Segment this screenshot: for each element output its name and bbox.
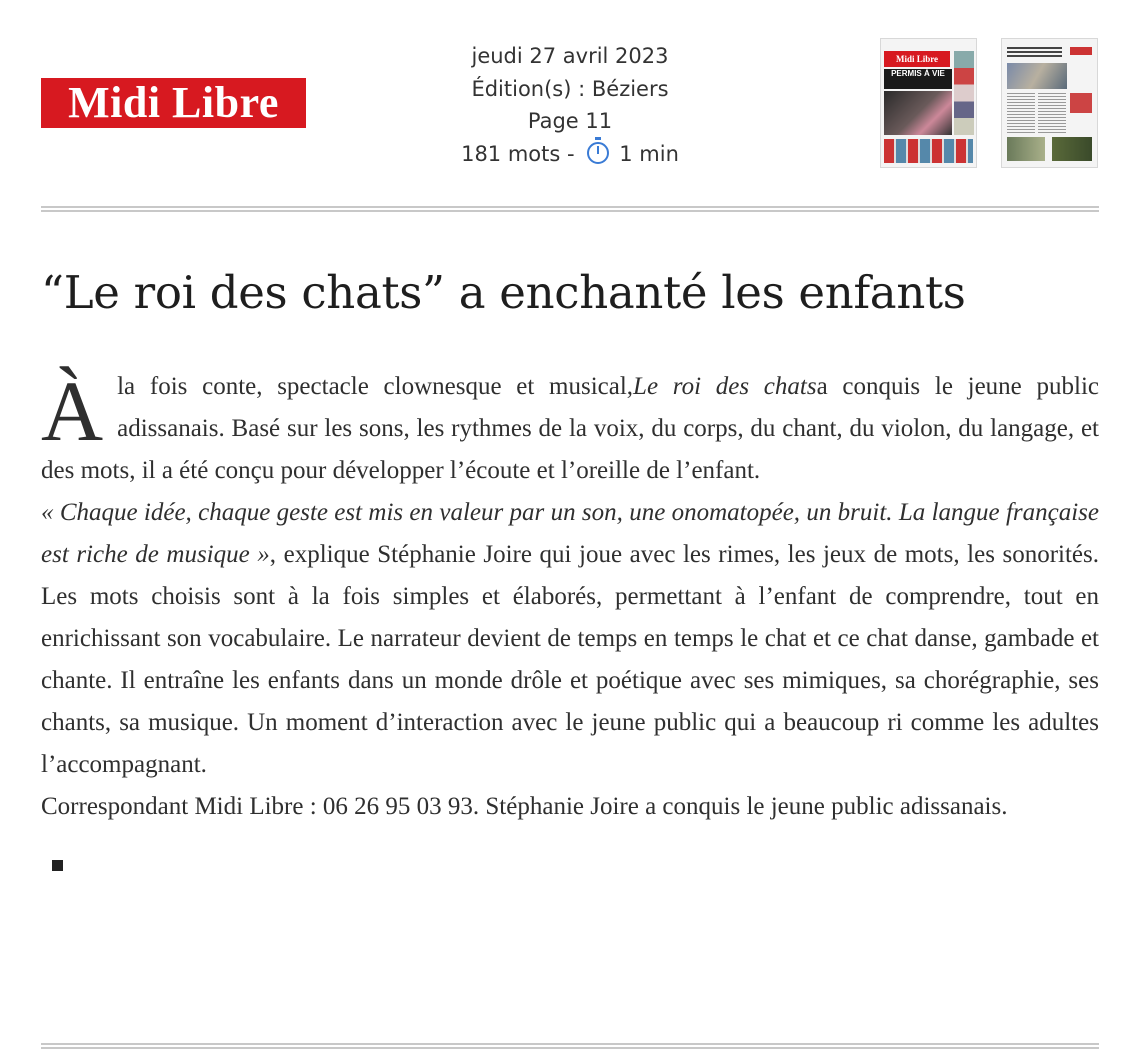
stopwatch-icon — [587, 142, 609, 164]
thumbnail-sidebar — [954, 51, 974, 135]
thumbnail-photo — [1007, 137, 1045, 161]
thumbnail-photo — [884, 91, 952, 135]
show-title: Le roi des chats — [633, 373, 817, 400]
thumbnail-red-tag — [1070, 47, 1092, 55]
quote-text: « Chaque idée, chaque geste est mis en valeur par un son, une onomatopée, un bruit. La langue française est riche de musique » — [41, 499, 1099, 568]
reading-info — [370, 138, 770, 171]
thumbnail-photo — [1007, 63, 1067, 89]
article-title: “Le roi des chats” a enchanté les enfants — [41, 266, 966, 319]
article-header — [0, 0, 1124, 200]
thumbnail-photo — [1070, 93, 1092, 113]
article-body — [41, 363, 1099, 871]
thumbnail-text-column — [1007, 93, 1035, 133]
page-thumbnail-front[interactable] — [880, 38, 977, 168]
page-number: Page 11 — [527, 109, 613, 133]
article-meta — [370, 40, 770, 170]
thumbnail-headline: PERMIS À VIE — [884, 69, 952, 89]
thumbnail-photo — [1052, 137, 1092, 161]
paragraph-quote — [41, 492, 1099, 786]
thumbnail-masthead: Midi Libre — [884, 51, 950, 67]
thumbnail-title-lines — [1007, 47, 1062, 59]
thumbnail-strip — [884, 139, 973, 163]
publication-date: jeudi 27 avril 2023 — [471, 44, 669, 68]
end-of-article-mark — [52, 860, 63, 871]
paragraph-intro — [41, 363, 1099, 492]
edition-label: Édition(s) : Béziers — [471, 76, 669, 101]
drop-cap: À — [41, 363, 104, 459]
paragraph-text: la fois conte, spectacle clownesque et musical, — [117, 373, 634, 400]
paragraph-text: , explique Stéphanie Joire qui joue avec les rimes, les jeux de mots, les sonorités. Les mots choisis sont à la fois simples et élaborés, permettant à l’enfant de comprendre, tout en enrichissant son vocabulaire. Le narrateur devient de temps en temps le chat et ce chat danse, gambade et chante. Il entraîne les enfants dans un monde drôle et poétique avec ses mimiques, sa chorégraphie, ses chants, sa musique. Un moment d’interaction avec le jeune public qui a beaucoup ri comme les adultes l’accompagnant. — [41, 541, 1099, 778]
page-thumbnail-article[interactable] — [1001, 38, 1098, 168]
paragraph-contact: Correspondant Midi Libre : 06 26 95 03 93. Stéphanie Joire a conquis le jeune public adissanais. — [41, 793, 1008, 820]
midi-libre-logo[interactable]: Midi Libre — [41, 78, 306, 128]
thumbnail-text-column — [1038, 93, 1066, 133]
reading-time: 1 min — [619, 141, 679, 166]
header-divider — [41, 206, 1099, 212]
paragraph-text: a conquis le jeune public adissanais. Basé sur les sons, les rythmes de la voix, du corps, du chant, du violon, du langage, et des mots, il a été conçu pour développer l’écoute et l’oreille de l’enfant. — [41, 373, 1099, 484]
word-count: 181 mots - — [461, 141, 575, 166]
footer-divider — [41, 1043, 1099, 1049]
